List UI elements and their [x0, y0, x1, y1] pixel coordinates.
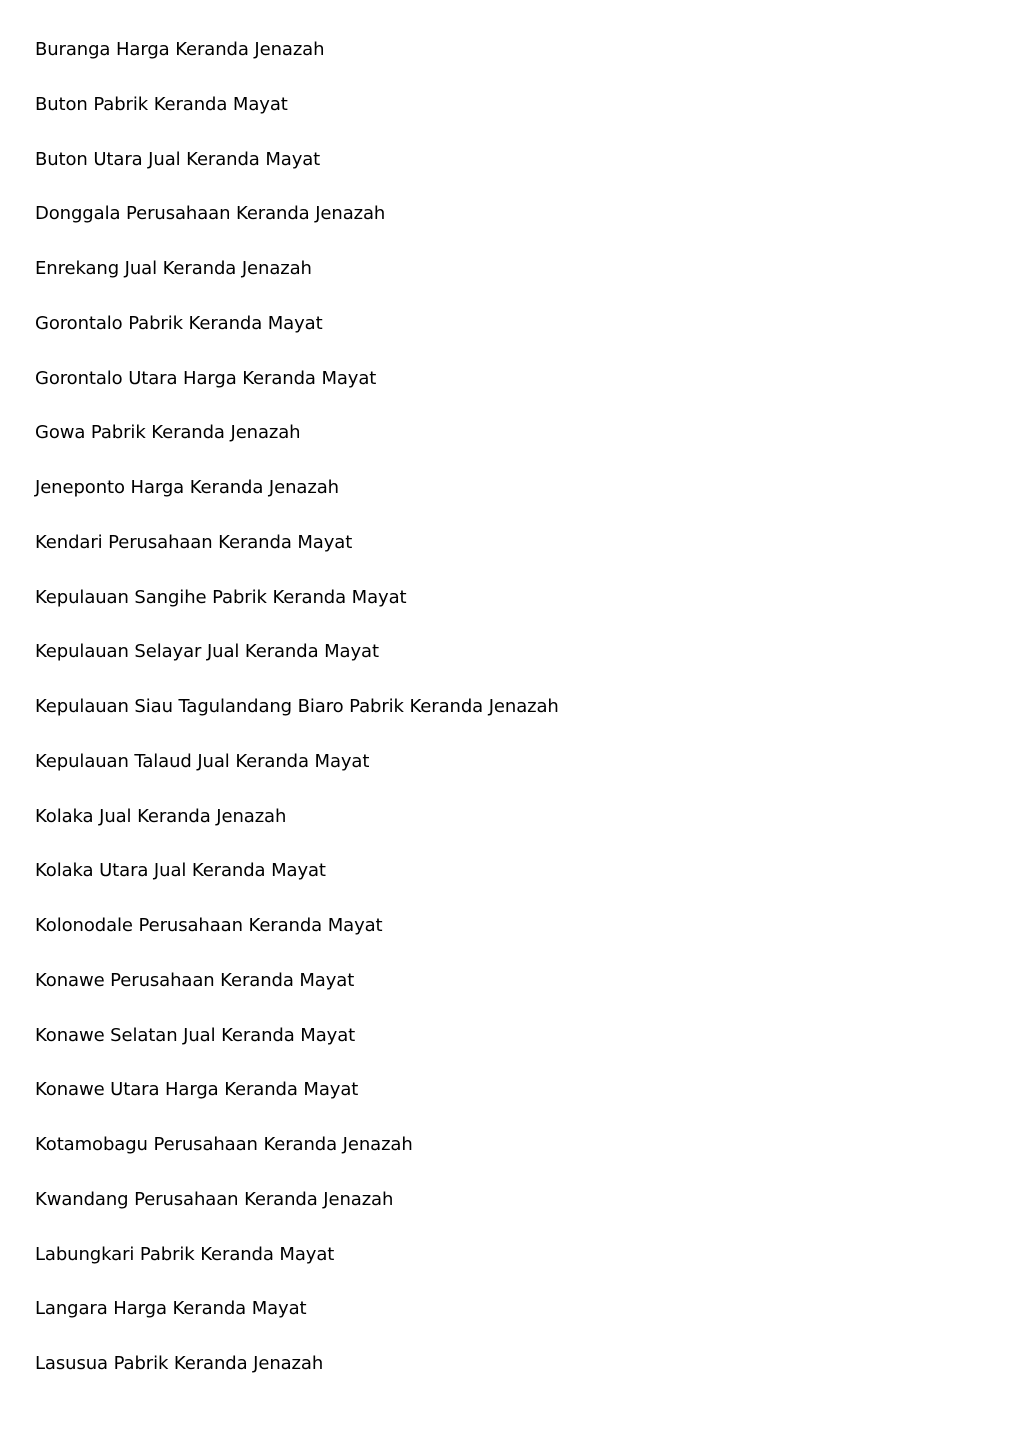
- list-item: Kepulauan Talaud Jual Keranda Mayat: [35, 750, 370, 772]
- list-item: Kendari Perusahaan Keranda Mayat: [35, 531, 353, 553]
- list-item: Buranga Harga Keranda Jenazah: [35, 39, 325, 60]
- list-item: Buton Utara Jual Keranda Mayat: [35, 148, 321, 170]
- list-item: Donggala Perusahaan Keranda Jenazah: [35, 203, 386, 225]
- list-item: Kepulauan Sangihe Pabrik Keranda Mayat: [35, 586, 407, 608]
- list-item: Gorontalo Pabrik Keranda Mayat: [35, 312, 323, 334]
- list-item: Kolaka Utara Jual Keranda Mayat: [35, 860, 326, 882]
- list-item: Gorontalo Utara Harga Keranda Mayat: [35, 367, 377, 389]
- list-item: Labungkari Pabrik Keranda Mayat: [35, 1243, 335, 1265]
- list-item: Kotamobagu Perusahaan Keranda Jenazah: [35, 1134, 413, 1155]
- list-item: Lasusua Pabrik Keranda Jenazah: [35, 1353, 324, 1374]
- list-item: Buton Pabrik Keranda Mayat: [35, 93, 288, 115]
- list-item: Konawe Selatan Jual Keranda Mayat: [35, 1024, 356, 1046]
- list-item: Jeneponto Harga Keranda Jenazah: [35, 477, 339, 498]
- list-item: Kepulauan Selayar Jual Keranda Mayat: [35, 641, 379, 663]
- list-item: Konawe Utara Harga Keranda Mayat: [35, 1079, 359, 1101]
- list-item: Gowa Pabrik Keranda Jenazah: [35, 422, 301, 444]
- list-item: Langara Harga Keranda Mayat: [35, 1298, 307, 1320]
- list-item: Kolonodale Perusahaan Keranda Mayat: [35, 915, 383, 936]
- list-item: Kepulauan Siau Tagulandang Biaro Pabrik Keranda Jenazah: [35, 696, 559, 717]
- list-item: Konawe Perusahaan Keranda Mayat: [35, 969, 355, 991]
- list-item: Kwandang Perusahaan Keranda Jenazah: [35, 1188, 394, 1210]
- list-item: Enrekang Jual Keranda Jenazah: [35, 258, 312, 279]
- list-item: Kolaka Jual Keranda Jenazah: [35, 805, 287, 827]
- entry-list: [35, 36, 559, 1405]
